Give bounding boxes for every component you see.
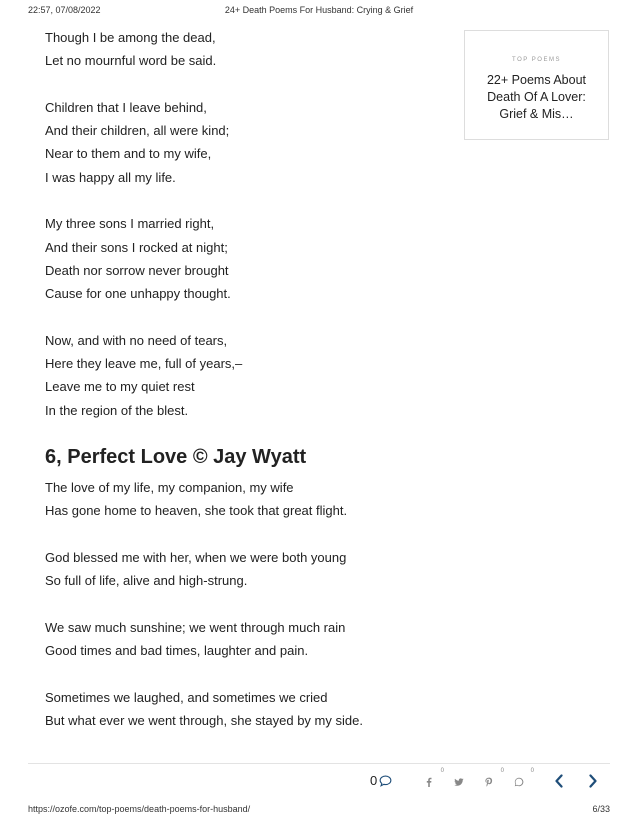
print-footer (28, 804, 610, 816)
poem-line: The love of my life, my companion, my wife (45, 480, 294, 496)
poem-line: God blessed me with her, when we were both young (45, 549, 347, 565)
poem-line: Near to them and to my wife, (45, 146, 212, 162)
poem-line: In the region of the blest. (45, 402, 189, 418)
poem-line: Though I be among the dead, (45, 30, 216, 45)
chevron-left-icon (554, 774, 564, 788)
pinterest-share-button[interactable] (484, 768, 504, 790)
previous-page-button[interactable] (551, 772, 567, 790)
print-page-number: 6/33 (592, 804, 610, 814)
poem-line: Here they leave me, full of years,– (45, 356, 243, 372)
poem-6-text (45, 480, 455, 736)
share-toolbar (28, 763, 610, 797)
poem-line: And their children, all were kind; (45, 123, 230, 139)
comment-bubble-icon (379, 775, 392, 787)
print-page-url: https://ozofe.com/top-poems/death-poems-for-husband/ (28, 804, 251, 814)
print-header (28, 5, 610, 19)
twitter-icon (454, 777, 464, 787)
chevron-right-icon (588, 774, 598, 788)
section-heading-perfect-love: 6, Perfect Love © Jay Wyatt (45, 446, 307, 469)
stanza-break (45, 666, 455, 689)
poem-line: My three sons I married right, (45, 216, 215, 232)
poem-line: So full of life, alive and high-strung. (45, 573, 248, 589)
stanza-break (45, 597, 455, 620)
whatsapp-share-button[interactable] (514, 768, 534, 790)
poem-line: Has gone home to heaven, she took that great flight. (45, 503, 348, 519)
twitter-share-button[interactable] (454, 774, 470, 790)
print-timestamp: 22:57, 07/08/2022 (28, 5, 101, 15)
next-page-button[interactable] (585, 772, 601, 790)
print-document-title: 24+ Death Poems For Husband: Crying & Grief (224, 5, 414, 15)
pinterest-share-count: 0 (500, 768, 504, 774)
article-body (45, 30, 455, 736)
top-poems-label: TOP POEMS (512, 57, 561, 63)
top-poem-link[interactable]: 22+ Poems About Death Of A Lover: Grief & Mis… (486, 73, 587, 121)
facebook-icon (424, 777, 434, 787)
top-poems-widget (464, 30, 609, 140)
stanza-break (45, 310, 455, 333)
comment-count: 0 (370, 773, 378, 788)
stanza-break (45, 193, 455, 216)
comments-button[interactable] (370, 773, 392, 788)
poem-line: Let no mournful word be said. (45, 53, 217, 69)
poem-line: Leave me to my quiet rest (45, 379, 195, 395)
poem-line: Death nor sorrow never brought (45, 262, 229, 278)
poem-line: Now, and with no need of tears, (45, 332, 228, 348)
poem-line: But what ever we went through, she stayed by my side. (45, 713, 363, 729)
poem-line: Children that I leave behind, (45, 99, 207, 115)
poem-5-text (45, 30, 455, 426)
pinterest-icon (484, 777, 494, 787)
facebook-share-count: 0 (440, 768, 444, 774)
stanza-break (45, 527, 455, 550)
poem-line: Sometimes we laughed, and sometimes we cried (45, 689, 328, 705)
poem-line: I was happy all my life. (45, 169, 176, 185)
poem-line: And their sons I rocked at night; (45, 239, 228, 255)
poem-line: Good times and bad times, laughter and pain. (45, 643, 309, 659)
whatsapp-share-count: 0 (530, 768, 534, 774)
stanza-break (45, 77, 455, 100)
poem-line: Cause for one unhappy thought. (45, 286, 231, 302)
poem-line: We saw much sunshine; we went through much rain (45, 619, 346, 635)
facebook-share-button[interactable] (424, 768, 444, 790)
whatsapp-icon (514, 777, 524, 787)
